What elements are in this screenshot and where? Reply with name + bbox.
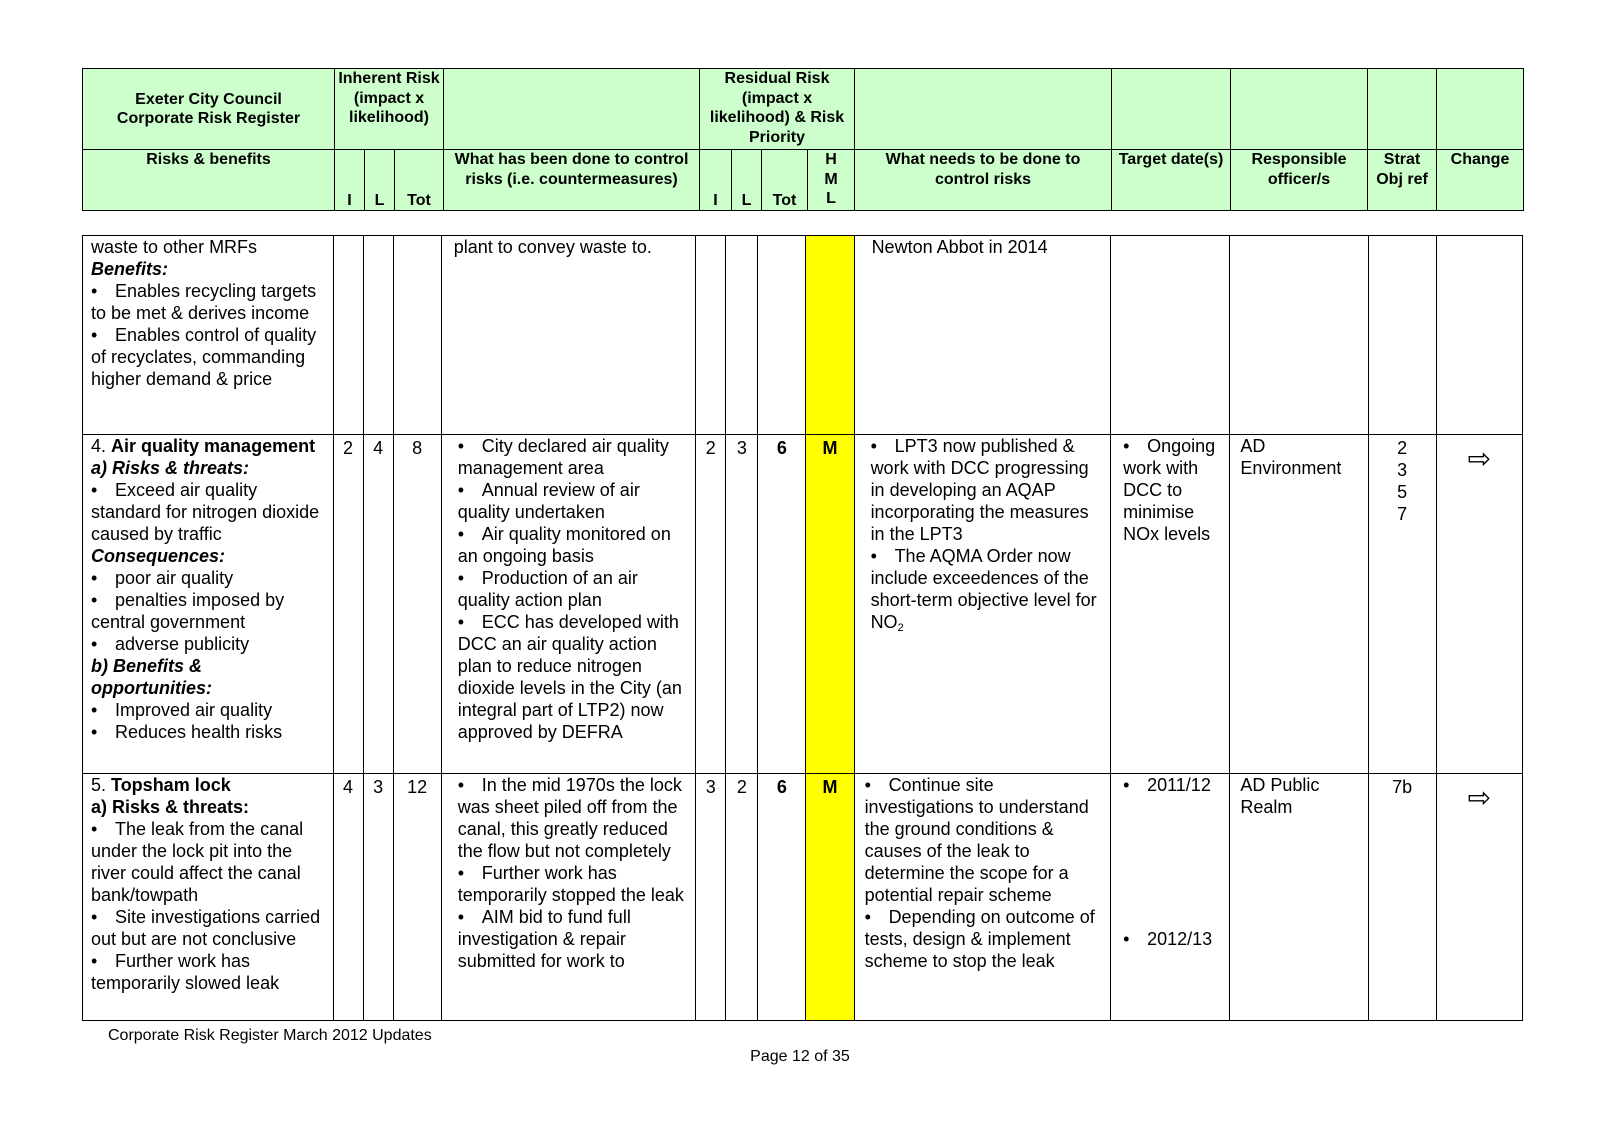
target-cell <box>1111 236 1230 435</box>
residual-i-cell: 3 <box>696 774 726 1021</box>
residual-i-cell: 2 <box>696 435 726 774</box>
threats-label: a) Risks & threats: <box>91 797 250 817</box>
residual-l-cell <box>726 236 758 435</box>
list-item: • LPT3 now published & work with DCC progressing in developing an AQAP incorporating the measures in the LPT3 <box>871 435 1103 545</box>
table-row <box>83 236 1523 435</box>
consequences-label: Consequences: <box>91 546 226 566</box>
done-cell <box>441 774 696 1021</box>
list-item: • Production of an air quality action plan <box>458 567 688 611</box>
risk-title: Air quality management <box>111 436 316 456</box>
list-item: • City declared air quality management area <box>458 435 688 479</box>
residual-tot-header: Tot <box>762 150 808 211</box>
done-list <box>458 774 688 972</box>
hml-header: H M L <box>808 150 855 211</box>
inherent-tot-cell: 12 <box>393 774 441 1021</box>
org-name: Exeter City Council <box>135 90 282 108</box>
residual-tot-cell: 6 <box>758 435 806 774</box>
risk-cell <box>83 236 334 435</box>
strat-ref: 3 <box>1397 460 1408 480</box>
residual-l-header: L <box>732 150 762 211</box>
page-number: Page 12 of 35 <box>750 1048 850 1065</box>
risk-title: Topsham lock <box>111 775 231 795</box>
blank-header-cell <box>855 69 1112 150</box>
footer-title: Corporate Risk Register March 2012 Updates <box>108 1027 432 1044</box>
register-name: Corporate Risk Register <box>116 110 301 127</box>
todo-list <box>865 774 1103 972</box>
strat-header: Strat Obj ref <box>1368 150 1437 211</box>
strat-ref: 7b <box>1392 777 1413 797</box>
inherent-l-cell <box>363 236 393 435</box>
benefits-label: Benefits: <box>91 259 169 279</box>
strat-ref: 7 <box>1397 504 1408 524</box>
change-cell <box>1436 774 1522 1021</box>
list-item: • Further work has temporarily slowed leak <box>91 950 325 994</box>
list-item: • Further work has temporarily stopped the leak <box>458 862 688 906</box>
todo-cell <box>854 435 1111 774</box>
inherent-i-cell: 2 <box>333 435 363 774</box>
list-item: • Reduces health risks <box>91 721 325 743</box>
risk-cell <box>83 435 334 774</box>
strat-ref: 2 <box>1397 438 1408 458</box>
list-item: • 2011/12 <box>1123 774 1221 796</box>
inherent-tot-cell <box>393 236 441 435</box>
todo-text: The AQMA Order now include exceedences of the short-term objective level for NO <box>870 546 1097 632</box>
list-item: • Annual review of air quality undertaken <box>458 479 688 523</box>
priority-cell: M <box>806 435 854 774</box>
inherent-l-cell: 4 <box>363 435 393 774</box>
register-header <box>82 68 1524 211</box>
officer-header: Responsible officer/s <box>1231 150 1368 211</box>
strat-ref: 5 <box>1397 482 1408 502</box>
todo-list <box>871 435 1103 639</box>
org-title-cell <box>83 69 335 150</box>
residual-l-cell: 3 <box>726 435 758 774</box>
officer-cell <box>1230 236 1368 435</box>
inherent-i-header: I <box>335 150 365 211</box>
list-item: • poor air quality <box>91 567 325 589</box>
done-cell: plant to convey waste to. <box>441 236 696 435</box>
target-header: Target date(s) <box>1112 150 1231 211</box>
risks-benefits-header: Risks & benefits <box>83 150 335 211</box>
list-item: • Depending on outcome of tests, design & implement scheme to stop the leak <box>865 906 1103 972</box>
target-cell <box>1111 435 1230 774</box>
residual-tot-cell: 6 <box>758 774 806 1021</box>
target-list <box>1123 435 1221 545</box>
priority-cell <box>806 236 854 435</box>
strat-cell <box>1368 236 1436 435</box>
target-cell <box>1111 774 1230 1021</box>
register-body <box>82 235 1523 1021</box>
blank-header-cell <box>1368 69 1437 150</box>
threats-list <box>91 479 325 545</box>
list-item <box>871 545 1103 639</box>
list-item: • ECC has developed with DCC an air quality action plan to reduce nitrogen dioxide levels in the City (an integral part of LTP2) now approved by DEFRA <box>458 611 688 743</box>
change-cell <box>1436 236 1522 435</box>
residual-risk-header: Residual Risk (impact x likelihood) & Risk Priority <box>700 69 855 150</box>
blank-header-cell <box>444 69 700 150</box>
risk-intro: waste to other MRFs <box>91 237 258 257</box>
risk-cell <box>83 774 334 1021</box>
consequences-list <box>91 567 325 655</box>
priority-cell: M <box>806 774 854 1021</box>
list-item: • AIM bid to fund full investigation & repair submitted for work to <box>458 906 688 972</box>
change-header: Change <box>1437 150 1524 211</box>
risk-number: 4. <box>91 436 107 456</box>
list-item: • Enables recycling targets to be met & derives income <box>91 280 325 324</box>
target-list <box>1123 774 1221 950</box>
list-item: • Ongoing work with DCC to minimise NOx levels <box>1123 435 1221 545</box>
todo-header: What needs to be done to control risks <box>855 150 1112 211</box>
threats-label: a) Risks & threats: <box>91 458 250 478</box>
inherent-tot-cell: 8 <box>393 435 441 774</box>
benefits-list <box>91 280 325 390</box>
list-item: • Air quality monitored on an ongoing basis <box>458 523 688 567</box>
list-item: • Improved air quality <box>91 699 325 721</box>
residual-l-cell: 2 <box>726 774 758 1021</box>
benefits-list <box>91 699 325 743</box>
todo-cell: Newton Abbot in 2014 <box>854 236 1111 435</box>
table-row <box>83 435 1523 774</box>
list-item: • In the mid 1970s the lock was sheet piled off from the canal, this greatly reduced the flow but not completely <box>458 774 688 862</box>
list-item: • Continue site investigations to understand the ground conditions & causes of the leak to determine the scope for a potential repair scheme <box>865 774 1103 906</box>
benefits-label: b) Benefits & opportunities: <box>91 656 212 698</box>
threats-list <box>91 818 325 994</box>
right-arrow-icon: ⇨ <box>1467 782 1492 813</box>
done-list <box>458 435 688 743</box>
risk-number: 5. <box>91 775 107 795</box>
inherent-i-cell <box>333 236 363 435</box>
inherent-tot-header: Tot <box>395 150 444 211</box>
blank-header-cell <box>1112 69 1231 150</box>
right-arrow-icon: ⇨ <box>1467 443 1492 474</box>
list-item: • penalties imposed by central government <box>91 589 325 633</box>
inherent-i-cell: 4 <box>333 774 363 1021</box>
list-item: • Enables control of quality of recyclates, commanding higher demand & price <box>91 324 325 390</box>
blank-header-cell <box>1231 69 1368 150</box>
list-item: • Site investigations carried out but are not conclusive <box>91 906 325 950</box>
no2-subscript: 2 <box>897 622 904 634</box>
blank-header-cell <box>1437 69 1524 150</box>
list-item: • The leak from the canal under the lock pit into the river could affect the canal bank/towpath <box>91 818 325 906</box>
todo-cell <box>854 774 1111 1021</box>
inherent-l-header: L <box>365 150 395 211</box>
done-header: What has been done to control risks (i.e. countermeasures) <box>444 150 700 211</box>
inherent-l-cell: 3 <box>363 774 393 1021</box>
officer-cell: AD Public Realm <box>1230 774 1368 1021</box>
change-cell <box>1436 435 1522 774</box>
residual-tot-cell <box>758 236 806 435</box>
list-item: • adverse publicity <box>91 633 325 655</box>
list-item: • Exceed air quality standard for nitrogen dioxide caused by traffic <box>91 479 325 545</box>
officer-cell: AD Environment <box>1230 435 1368 774</box>
strat-cell <box>1368 774 1436 1021</box>
table-row <box>83 774 1523 1021</box>
residual-i-header: I <box>700 150 732 211</box>
list-item: • 2012/13 <box>1123 928 1221 950</box>
inherent-risk-header: Inherent Risk (impact x likelihood) <box>335 69 444 150</box>
residual-i-cell <box>696 236 726 435</box>
done-cell <box>441 435 696 774</box>
strat-cell <box>1368 435 1436 774</box>
